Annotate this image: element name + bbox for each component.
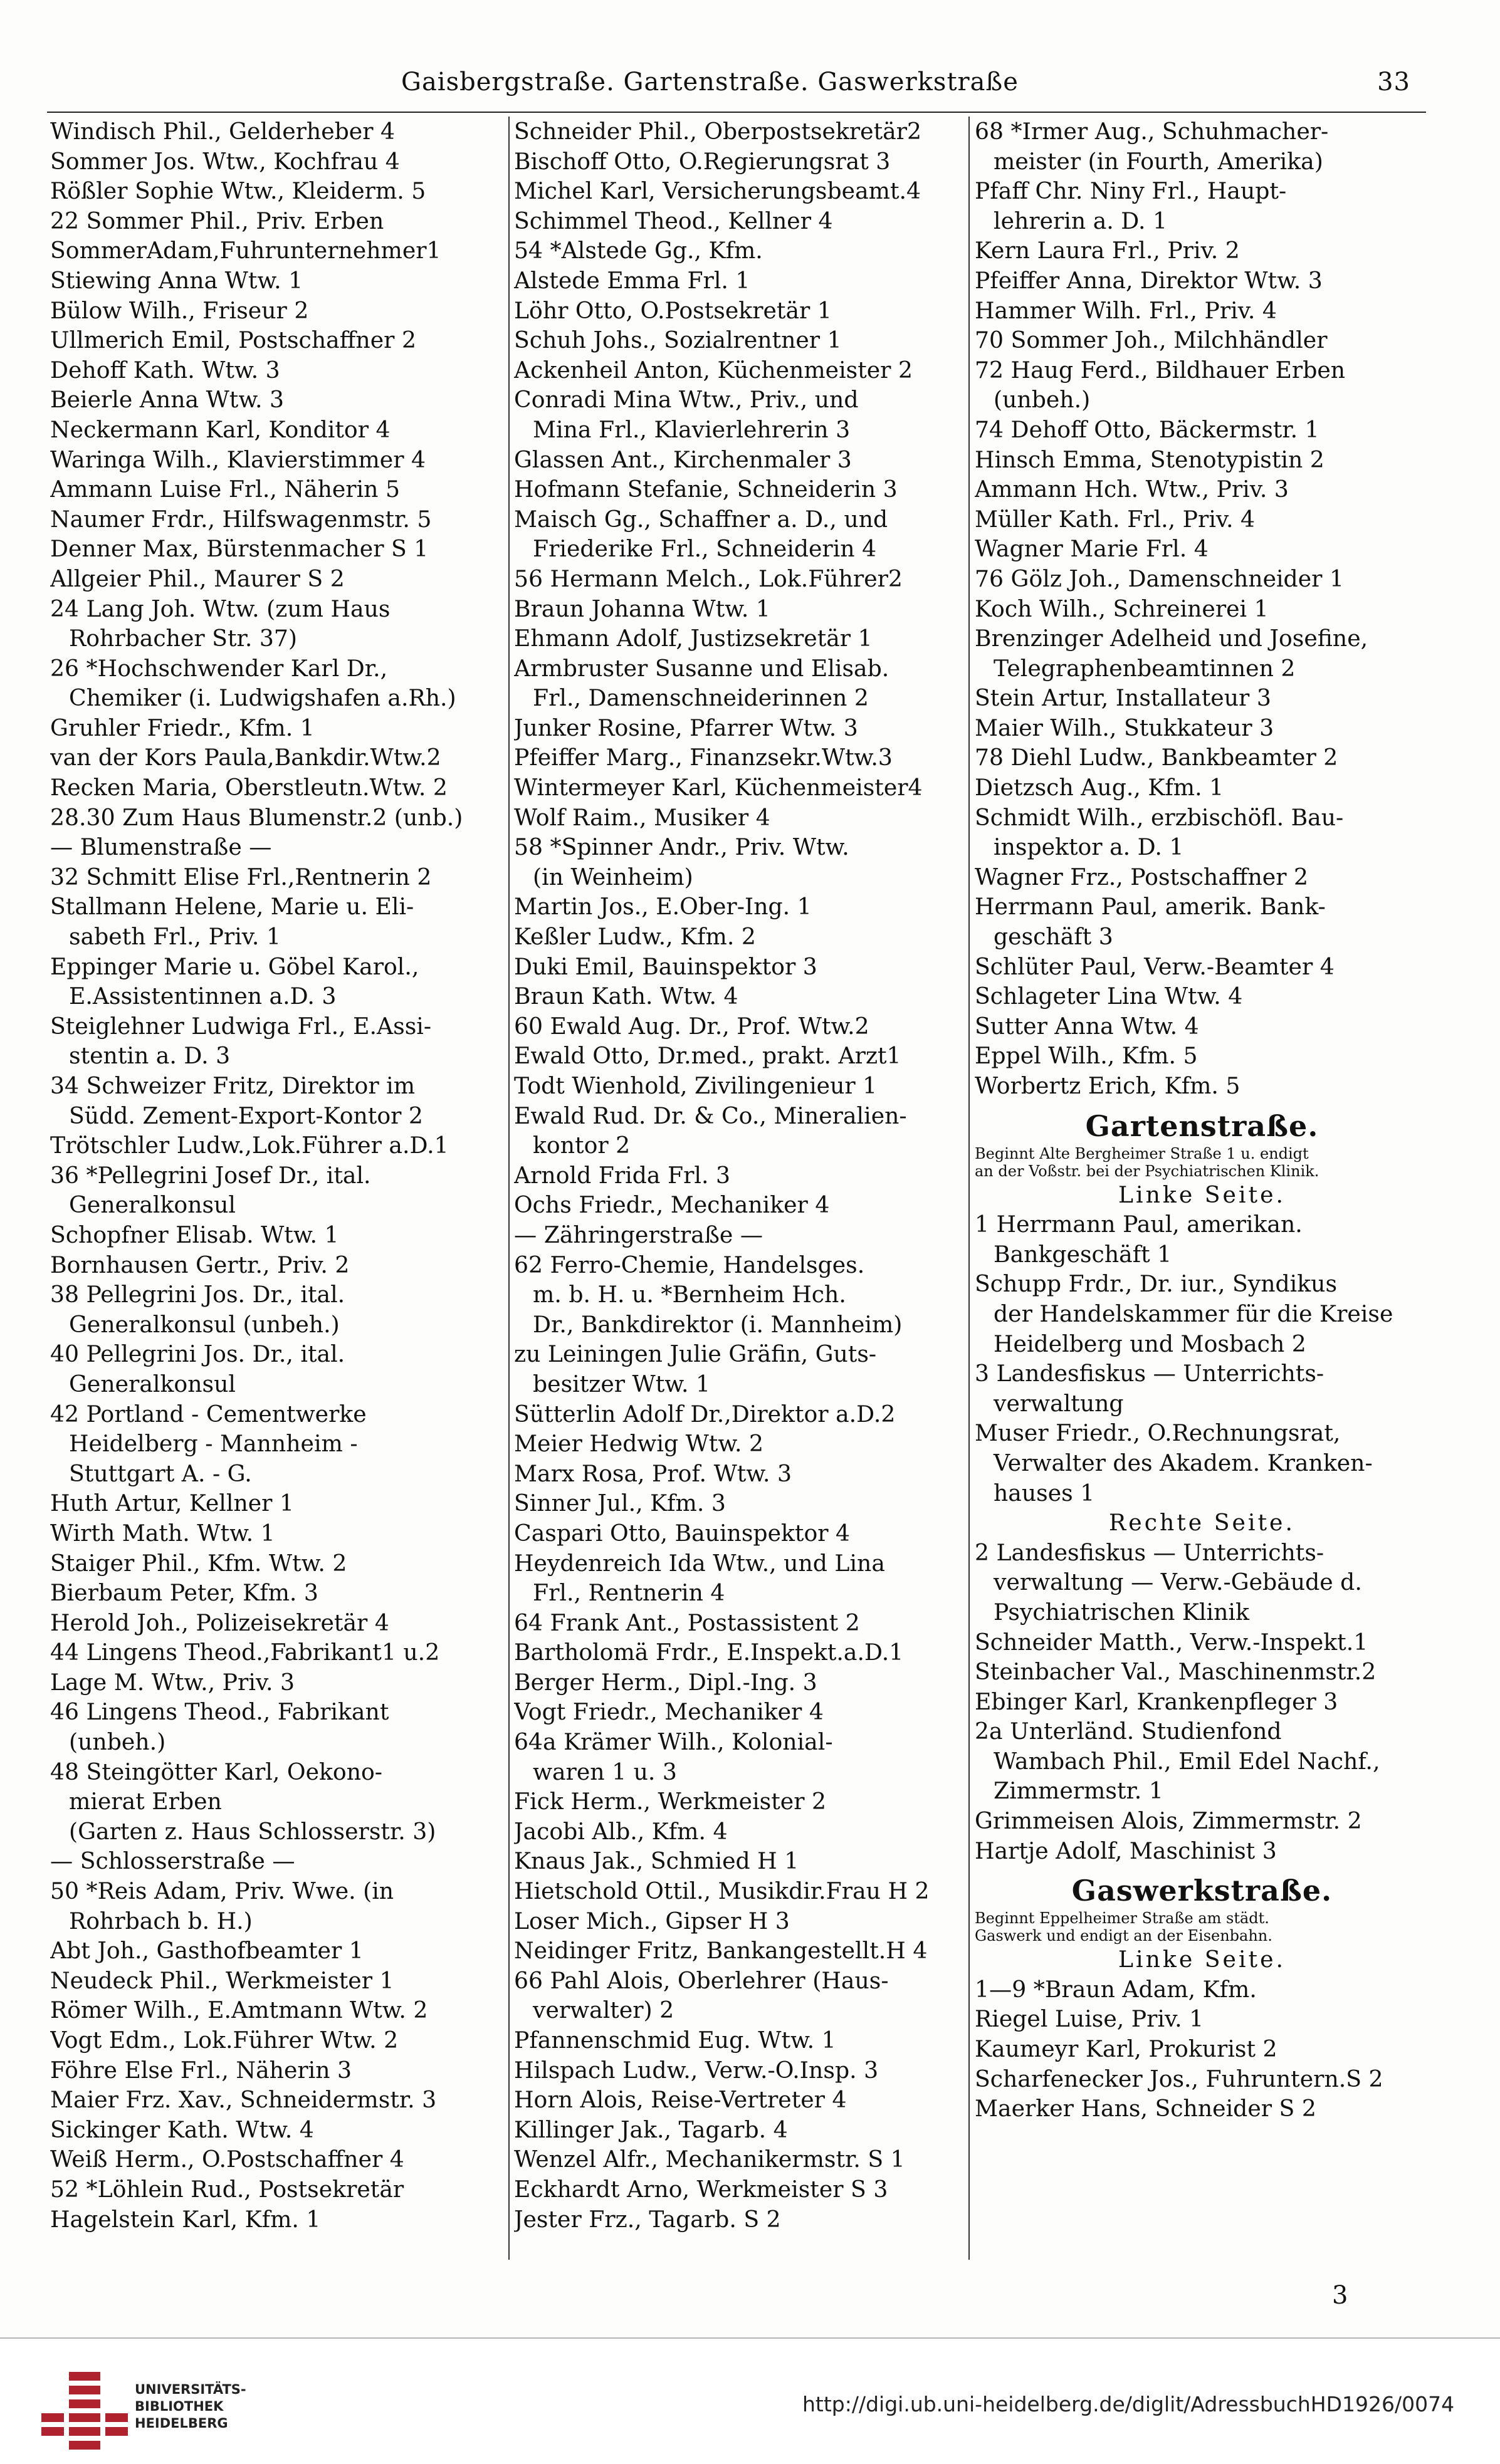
directory-entry: der Handelskammer für die Kreise xyxy=(994,1300,1393,1327)
directory-entry: Denner Max, Bürstenmacher S 1 xyxy=(50,535,429,563)
directory-entry: Dehoff Kath. Wtw. 3 xyxy=(50,356,280,384)
directory-entry: 28.30 Zum Haus Blumenstr.2 (unb.) xyxy=(50,803,463,831)
street-note: Gaswerk und endigt an der Eisenbahn. xyxy=(975,1927,1272,1945)
directory-entry: van der Kors Paula,Bankdir.Wtw.2 xyxy=(50,744,441,771)
directory-entry: 66 Pahl Alois, Oberlehrer (Haus- xyxy=(514,1966,889,1994)
directory-entry: Riegel Luise, Priv. 1 xyxy=(975,2005,1204,2033)
directory-entry: Bartholomä Frdr., E.Inspekt.a.D.1 xyxy=(514,1639,904,1666)
directory-entry: 64a Krämer Wilh., Kolonial- xyxy=(514,1728,833,1756)
directory-entry: Recken Maria, Oberstleutn.Wtw. 2 xyxy=(50,774,448,801)
directory-entry: Neudeck Phil., Werkmeister 1 xyxy=(50,1966,394,1994)
directory-entry: 58 *Spinner Andr., Priv. Wtw. xyxy=(514,833,849,861)
directory-entry: Sütterlin Adolf Dr.,Direktor a.D.2 xyxy=(514,1400,896,1428)
column-3 xyxy=(975,117,1429,2124)
directory-entry: 44 Lingens Theod.,Fabrikant1 u.2 xyxy=(50,1639,440,1666)
directory-entry: Maerker Hans, Schneider S 2 xyxy=(975,2095,1316,2122)
directory-entry: Pfeiffer Anna, Direktor Wtw. 3 xyxy=(975,266,1323,294)
directory-entry: verwaltung — Verw.-Gebäude d. xyxy=(994,1569,1362,1596)
directory-entry: Müller Kath. Frl., Priv. 4 xyxy=(975,505,1256,533)
directory-entry: Waringa Wilh., Klavierstimmer 4 xyxy=(50,446,426,473)
directory-entry: Friederike Frl., Schneiderin 4 xyxy=(533,535,877,563)
directory-entry: Wintermeyer Karl, Küchenmeister4 xyxy=(514,774,923,801)
street-note: Beginnt Alte Bergheimer Straße 1 u. endigt xyxy=(975,1144,1309,1162)
directory-entry: Michel Karl, Versicherungsbeamt.4 xyxy=(514,177,921,205)
directory-entry: Junker Rosine, Pfarrer Wtw. 3 xyxy=(514,714,858,741)
directory-entry: Pfaff Chr. Niny Frl., Haupt- xyxy=(975,177,1287,205)
directory-entry: verwaltung xyxy=(994,1389,1124,1417)
directory-entry: Schopfner Elisab. Wtw. 1 xyxy=(50,1221,339,1248)
directory-entry: Abt Joh., Gasthofbeamter 1 xyxy=(50,1937,364,1965)
university-library-logo-icon xyxy=(38,2367,132,2461)
directory-entry: Duki Emil, Bauinspektor 3 xyxy=(514,953,817,980)
directory-entry: Conradi Mina Wtw., Priv., und xyxy=(514,386,859,414)
directory-entry: Meier Hedwig Wtw. 2 xyxy=(514,1430,764,1458)
directory-entry: Eckhardt Arno, Werkmeister S 3 xyxy=(514,2175,888,2203)
directory-entry: Bankgeschäft 1 xyxy=(994,1240,1172,1268)
directory-entry: hauses 1 xyxy=(994,1479,1095,1506)
directory-entry: Dr., Bankdirektor (i. Mannheim) xyxy=(533,1310,903,1338)
directory-entry: Fick Herm., Werkmeister 2 xyxy=(514,1788,827,1815)
directory-entry: Chemiker (i. Ludwigshafen a.Rh.) xyxy=(69,684,456,712)
directory-entry: Eppinger Marie u. Göbel Karol., xyxy=(50,953,419,980)
header-rule xyxy=(47,112,1426,113)
directory-entry: 46 Lingens Theod., Fabrikant xyxy=(50,1698,389,1726)
directory-entry: inspektor a. D. 1 xyxy=(994,833,1184,861)
directory-entry: Schneider Matth., Verw.-Inspekt.1 xyxy=(975,1628,1368,1656)
directory-entry: 32 Schmitt Elise Frl.,Rentnerin 2 xyxy=(50,863,432,890)
directory-entry: Arnold Frida Frl. 3 xyxy=(514,1161,731,1189)
directory-entry: Maier Frz. Xav., Schneidermstr. 3 xyxy=(50,2086,437,2114)
directory-entry: Glassen Ant., Kirchenmaler 3 xyxy=(514,446,852,473)
directory-entry: lehrerin a. D. 1 xyxy=(994,207,1168,234)
directory-entry: Steiglehner Ludwiga Frl., E.Assi- xyxy=(50,1012,432,1040)
directory-entry: Hietschold Ottil., Musikdir.Frau H 2 xyxy=(514,1877,930,1905)
directory-entry: Braun Johanna Wtw. 1 xyxy=(514,595,770,622)
directory-entry: — Zähringerstraße — xyxy=(514,1221,763,1248)
side-label-right: Rechte Seite. xyxy=(1109,1509,1295,1537)
directory-entry: Schmidt Wilh., erzbischöfl. Bau- xyxy=(975,803,1344,831)
directory-entry: Kaumeyr Karl, Prokurist 2 xyxy=(975,2035,1277,2063)
directory-entry: Sommer Jos. Wtw., Kochfrau 4 xyxy=(50,147,400,175)
directory-entry: sabeth Frl., Priv. 1 xyxy=(69,923,281,951)
directory-entry: Rößler Sophie Wtw., Kleiderm. 5 xyxy=(50,177,426,205)
directory-entry: Herold Joh., Polizeisekretär 4 xyxy=(50,1609,389,1636)
directory-entry: 1—9 *Braun Adam, Kfm. xyxy=(975,1975,1257,2003)
directory-entry: Ehmann Adolf, Justizsekretär 1 xyxy=(514,625,873,652)
directory-entry: Lage M. Wtw., Priv. 3 xyxy=(50,1668,295,1696)
directory-entry: Sickinger Kath. Wtw. 4 xyxy=(50,2116,314,2143)
directory-entry: 1 Herrmann Paul, amerikan. xyxy=(975,1211,1303,1238)
directory-entry: Schupp Frdr., Dr. iur., Syndikus xyxy=(975,1270,1338,1298)
directory-entry: Beierle Anna Wtw. 3 xyxy=(50,386,285,414)
directory-entry: Sutter Anna Wtw. 4 xyxy=(975,1012,1199,1040)
directory-entry: Ammann Hch. Wtw., Priv. 3 xyxy=(975,476,1289,503)
side-label-left: Linke Seite. xyxy=(1118,1946,1286,1973)
directory-entry: 26 *Hochschwender Karl Dr., xyxy=(50,654,388,682)
directory-entry: verwalter) 2 xyxy=(533,1997,674,2024)
column-divider-2 xyxy=(968,117,970,2260)
directory-entry: Knaus Jak., Schmied H 1 xyxy=(514,1847,799,1875)
directory-entry: Sinner Jul., Kfm. 3 xyxy=(514,1490,726,1517)
directory-entry: Trötschler Ludw.,Lok.Führer a.D.1 xyxy=(50,1132,449,1159)
directory-entry: Wirth Math. Wtw. 1 xyxy=(50,1519,275,1547)
directory-entry: Windisch Phil., Gelderheber 4 xyxy=(50,118,396,145)
directory-entry: 36 *Pellegrini Josef Dr., ital. xyxy=(50,1161,371,1189)
section-heading-gaswerkstrasse: Gaswerkstraße. xyxy=(1071,1874,1333,1908)
directory-entry: geschäft 3 xyxy=(994,923,1113,951)
directory-entry: 72 Haug Ferd., Bildhauer Erben xyxy=(975,356,1346,384)
directory-entry: Dietzsch Aug., Kfm. 1 xyxy=(975,774,1224,801)
directory-entry: 62 Ferro-Chemie, Handelsges. xyxy=(514,1251,865,1278)
directory-entry: 48 Steingötter Karl, Oekono- xyxy=(50,1758,383,1785)
directory-entry: (unbeh.) xyxy=(994,386,1091,414)
directory-entry: Hammer Wilh. Frl., Priv. 4 xyxy=(975,296,1277,324)
page-mark: 3 xyxy=(1332,2281,1348,2310)
street-note: an der Voßstr. bei der Psychiatrischen Klinik. xyxy=(975,1162,1319,1180)
directory-entry: Heidelberg und Mosbach 2 xyxy=(994,1330,1306,1357)
directory-entry: 22 Sommer Phil., Priv. Erben xyxy=(50,207,384,234)
directory-entry: Römer Wilh., E.Amtmann Wtw. 2 xyxy=(50,1997,428,2024)
directory-entry: besitzer Wtw. 1 xyxy=(533,1370,710,1397)
directory-entry: 2a Unterländ. Studienfond xyxy=(975,1718,1282,1745)
directory-entry: Berger Herm., Dipl.-Ing. 3 xyxy=(514,1668,817,1696)
directory-entry: Ewald Otto, Dr.med., prakt. Arzt1 xyxy=(514,1042,901,1070)
directory-entry: Worbertz Erich, Kfm. 5 xyxy=(975,1072,1240,1099)
directory-entry: meister (in Fourth, Amerika) xyxy=(994,147,1323,175)
directory-entry: Vogt Edm., Lok.Führer Wtw. 2 xyxy=(50,2027,399,2054)
directory-entry: Armbruster Susanne und Elisab. xyxy=(514,654,889,682)
directory-entry: Ammann Luise Frl., Näherin 5 xyxy=(50,476,401,503)
directory-entry: Verwalter des Akadem. Kranken- xyxy=(994,1449,1373,1476)
directory-entry: 68 *Irmer Aug., Schuhmacher- xyxy=(975,118,1329,145)
directory-entry: 24 Lang Joh. Wtw. (zum Haus xyxy=(50,595,391,622)
directory-entry: Scharfenecker Jos., Fuhruntern.S 2 xyxy=(975,2065,1383,2092)
directory-entry: Südd. Zement-Export-Kontor 2 xyxy=(69,1102,423,1129)
directory-entry: Schimmel Theod., Kellner 4 xyxy=(514,207,833,234)
directory-entry: 34 Schweizer Fritz, Direktor im xyxy=(50,1072,416,1099)
directory-entry: Pfannenschmid Eug. Wtw. 1 xyxy=(514,2027,836,2054)
directory-entry: Ackenheil Anton, Küchenmeister 2 xyxy=(514,356,913,384)
directory-entry: Pfeiffer Marg., Finanzsekr.Wtw.3 xyxy=(514,744,893,771)
directory-entry: Muser Friedr., O.Rechnungsrat, xyxy=(975,1419,1341,1447)
directory-entry: 40 Pellegrini Jos. Dr., ital. xyxy=(50,1340,345,1368)
directory-entry: Bornhausen Gertr., Priv. 2 xyxy=(50,1251,350,1278)
directory-entry: Martin Jos., E.Ober-Ing. 1 xyxy=(514,893,812,921)
directory-entry: — Schlosserstraße — xyxy=(50,1847,295,1875)
directory-entry: Stuttgart A. - G. xyxy=(69,1459,252,1487)
directory-entry: 38 Pellegrini Jos. Dr., ital. xyxy=(50,1281,345,1308)
directory-entry: Hagelstein Karl, Kfm. 1 xyxy=(50,2205,321,2233)
directory-entry: Frl., Rentnerin 4 xyxy=(533,1579,725,1607)
street-note: Beginnt Eppelheimer Straße am städt. xyxy=(975,1909,1269,1928)
directory-entry: Kern Laura Frl., Priv. 2 xyxy=(975,237,1240,264)
directory-entry: Grimmeisen Alois, Zimmermstr. 2 xyxy=(975,1807,1362,1835)
directory-entry: 74 Dehoff Otto, Bäckermstr. 1 xyxy=(975,415,1319,443)
directory-entry: Stallmann Helene, Marie u. Eli- xyxy=(50,893,414,921)
source-url[interactable]: http://digi.ub.uni-heidelberg.de/diglit/AdressbuchHD1926/0074 xyxy=(802,2392,1455,2416)
directory-entry: 56 Hermann Melch., Lok.Führer2 xyxy=(514,565,903,592)
directory-entry: zu Leiningen Julie Gräfin, Guts- xyxy=(514,1340,877,1368)
directory-entry: Marx Rosa, Prof. Wtw. 3 xyxy=(514,1459,792,1487)
directory-entry: Wenzel Alfr., Mechanikermstr. S 1 xyxy=(514,2146,905,2173)
directory-entry: Jester Frz., Tagarb. S 2 xyxy=(514,2205,781,2233)
directory-entry: 70 Sommer Joh., Milchhändler xyxy=(975,326,1328,354)
directory-entry: Hilspach Ludw., Verw.-O.Insp. 3 xyxy=(514,2056,879,2084)
directory-entry: Schlageter Lina Wtw. 4 xyxy=(975,983,1243,1010)
directory-entry: Wambach Phil., Emil Edel Nachf., xyxy=(994,1747,1380,1775)
directory-entry: Koch Wilh., Schreinerei 1 xyxy=(975,595,1269,622)
directory-entry: Horn Alois, Reise-Vertreter 4 xyxy=(514,2086,847,2114)
directory-entry: 76 Gölz Joh., Damenschneider 1 xyxy=(975,565,1344,592)
directory-entry: 3 Landesfiskus — Unterrichts- xyxy=(975,1360,1324,1387)
directory-entry: Bierbaum Peter, Kfm. 3 xyxy=(50,1579,318,1607)
directory-entry: — Blumenstraße — xyxy=(50,833,272,861)
directory-entry: Heydenreich Ida Wtw., und Lina xyxy=(514,1549,885,1577)
library-name: UNIVERSITÄTS- BIBLIOTHEK HEIDELBERG xyxy=(135,2382,246,2431)
directory-entry: Generalkonsul (unbeh.) xyxy=(69,1310,340,1338)
directory-entry: 64 Frank Ant., Postassistent 2 xyxy=(514,1609,860,1636)
directory-entry: Schuh Johs., Sozialrentner 1 xyxy=(514,326,842,354)
directory-entry: Ullmerich Emil, Postschaffner 2 xyxy=(50,326,416,354)
directory-entry: mierat Erben xyxy=(69,1788,222,1815)
directory-entry: Neidinger Fritz, Bankangestellt.H 4 xyxy=(514,1937,928,1965)
directory-entry: Staiger Phil., Kfm. Wtw. 2 xyxy=(50,1549,347,1577)
directory-entry: Stein Artur, Installateur 3 xyxy=(975,684,1271,712)
directory-entry: Telegraphenbeamtinnen 2 xyxy=(994,654,1296,682)
directory-entry: Ebinger Karl, Krankenpfleger 3 xyxy=(975,1688,1338,1715)
directory-entry: Eppel Wilh., Kfm. 5 xyxy=(975,1042,1198,1070)
directory-entry: Caspari Otto, Bauinspektor 4 xyxy=(514,1519,851,1547)
directory-entry: E.Assistentinnen a.D. 3 xyxy=(69,983,337,1010)
library-footer xyxy=(0,2339,1500,2464)
directory-entry: kontor 2 xyxy=(533,1132,631,1159)
directory-entry: 54 *Alstede Gg., Kfm. xyxy=(514,237,763,264)
directory-entry: Braun Kath. Wtw. 4 xyxy=(514,983,738,1010)
directory-entry: Steinbacher Val., Maschinenmstr.2 xyxy=(975,1658,1377,1686)
directory-entry: Brenzinger Adelheid und Josefine, xyxy=(975,625,1368,652)
header-title: Gaisbergstraße. Gartenstraße. Gaswerkstraße xyxy=(401,68,1019,97)
header-page-number: 33 xyxy=(1377,68,1410,97)
directory-entry: Hinsch Emma, Stenotypistin 2 xyxy=(975,446,1324,473)
directory-entry: stentin a. D. 3 xyxy=(69,1042,231,1070)
directory-entry: Wagner Frz., Postschaffner 2 xyxy=(975,863,1309,890)
directory-entry: Weiß Herm., O.Postschaffner 4 xyxy=(50,2146,404,2173)
directory-entry: Neckermann Karl, Konditor 4 xyxy=(50,415,391,443)
directory-entry: Generalkonsul xyxy=(69,1191,236,1219)
column-1 xyxy=(50,117,498,2234)
directory-entry: Ewald Rud. Dr. & Co., Mineralien- xyxy=(514,1102,907,1129)
column-2 xyxy=(514,117,962,2234)
directory-entry: Rohrbach b. H.) xyxy=(69,1907,253,1934)
directory-entry: Bischoff Otto, O.Regierungsrat 3 xyxy=(514,147,891,175)
directory-entry: Herrmann Paul, amerik. Bank- xyxy=(975,893,1326,921)
directory-entry: Vogt Friedr., Mechaniker 4 xyxy=(514,1698,824,1726)
directory-entry: (Garten z. Haus Schlosserstr. 3) xyxy=(69,1817,436,1845)
directory-entry: Wagner Marie Frl. 4 xyxy=(975,535,1209,563)
directory-entry: Maier Wilh., Stukkateur 3 xyxy=(975,714,1274,741)
directory-entry: Frl., Damenschneiderinnen 2 xyxy=(533,684,869,712)
directory-entry: Maisch Gg., Schaffner a. D., und xyxy=(514,505,888,533)
directory-entry: Stiewing Anna Wtw. 1 xyxy=(50,266,303,294)
directory-entry: Alstede Emma Frl. 1 xyxy=(514,266,750,294)
directory-entry: Wolf Raim., Musiker 4 xyxy=(514,803,770,831)
directory-entry: 52 *Löhlein Rud., Postsekretär xyxy=(50,2175,404,2203)
section-heading-gartenstrasse: Gartenstraße. xyxy=(1085,1109,1319,1143)
directory-entry: Löhr Otto, O.Postsekretär 1 xyxy=(514,296,832,324)
directory-entry: Killinger Jak., Tagarb. 4 xyxy=(514,2116,788,2143)
directory-entry: Naumer Frdr., Hilfswagenmstr. 5 xyxy=(50,505,432,533)
directory-entry: Mina Frl., Klavierlehrerin 3 xyxy=(533,415,851,443)
directory-entry: Hofmann Stefanie, Schneiderin 3 xyxy=(514,476,898,503)
directory-entry: Jacobi Alb., Kfm. 4 xyxy=(514,1817,728,1845)
directory-entry: (in Weinheim) xyxy=(533,863,693,890)
directory-entry: waren 1 u. 3 xyxy=(533,1758,677,1785)
side-label-left: Linke Seite. xyxy=(1118,1181,1286,1208)
directory-entry: 42 Portland - Cementwerke xyxy=(50,1400,367,1428)
directory-entry: Schlüter Paul, Verw.-Beamter 4 xyxy=(975,953,1335,980)
directory-entry: Ochs Friedr., Mechaniker 4 xyxy=(514,1191,830,1219)
column-divider-1 xyxy=(508,117,510,2260)
directory-entry: Generalkonsul xyxy=(69,1370,236,1397)
directory-entry: (unbeh.) xyxy=(69,1728,166,1756)
directory-entry: Schneider Phil., Oberpostsekretär2 xyxy=(514,118,922,145)
directory-entry: 50 *Reis Adam, Priv. Wwe. (in xyxy=(50,1877,394,1905)
directory-entry: 60 Ewald Aug. Dr., Prof. Wtw.2 xyxy=(514,1012,869,1040)
directory-entry: Zimmermstr. 1 xyxy=(994,1777,1163,1805)
directory-entry: Todt Wienhold, Zivilingenieur 1 xyxy=(514,1072,878,1099)
directory-entry: Keßler Ludw., Kfm. 2 xyxy=(514,923,756,951)
directory-entry: Psychiatrischen Klinik xyxy=(994,1598,1249,1626)
directory-entry: Rohrbacher Str. 37) xyxy=(69,625,297,652)
directory-entry: Bülow Wilh., Friseur 2 xyxy=(50,296,309,324)
directory-entry: 2 Landesfiskus — Unterrichts- xyxy=(975,1538,1324,1566)
directory-entry: Hartje Adolf, Maschinist 3 xyxy=(975,1837,1277,1864)
directory-entry: m. b. H. u. *Bernheim Hch. xyxy=(533,1281,846,1308)
directory-entry: Allgeier Phil., Maurer S 2 xyxy=(50,565,345,592)
directory-entry: Huth Artur, Kellner 1 xyxy=(50,1490,294,1517)
directory-entry: Loser Mich., Gipser H 3 xyxy=(514,1907,790,1934)
directory-entry: Gruhler Friedr., Kfm. 1 xyxy=(50,714,315,741)
directory-entry: 78 Diehl Ludw., Bankbeamter 2 xyxy=(975,744,1338,771)
directory-entry: Föhre Else Frl., Näherin 3 xyxy=(50,2056,352,2084)
directory-entry: Heidelberg - Mannheim - xyxy=(69,1430,358,1458)
directory-entry: SommerAdam,Fuhrunternehmer1 xyxy=(50,237,441,264)
